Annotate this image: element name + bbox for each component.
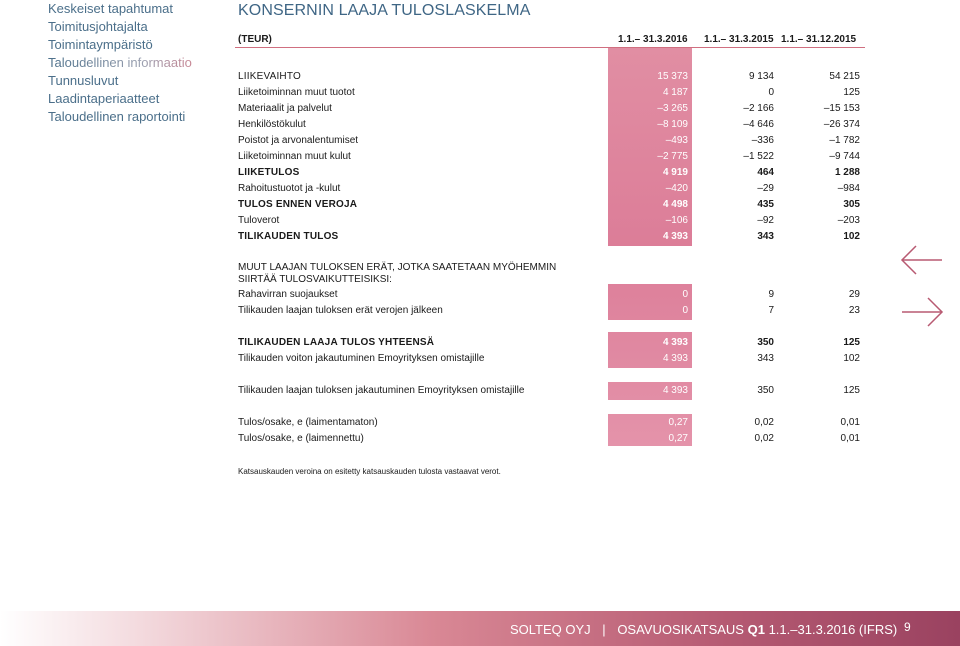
cell-q1-2016: 15 373 — [657, 71, 688, 82]
table-row — [238, 415, 863, 431]
cell-q1-2015: –2 166 — [743, 103, 774, 114]
table-row-total — [238, 335, 863, 351]
cell-fy-2015: –203 — [837, 215, 860, 226]
cell-q1-2016: –420 — [665, 183, 688, 194]
cell-q1-2015: 0 — [768, 87, 774, 98]
table-row — [238, 149, 863, 165]
column-header-q1-2015: 1.1.– 31.3.2015 — [704, 34, 774, 45]
sidebar-item-tunnusluvut[interactable]: Tunnusluvut — [48, 73, 119, 88]
table-row — [238, 69, 863, 85]
cell-fy-2015: –26 374 — [823, 119, 860, 130]
page-number: 9 — [904, 620, 911, 634]
sidebar-item-toimitusjohtajalta[interactable]: Toimitusjohtajalta — [48, 19, 148, 34]
table-row — [238, 213, 863, 229]
footnote: Katsauskauden veroina on esitetty katsauskauden tulosta vastaavat verot. — [238, 467, 501, 476]
cell-q1-2016: –493 — [665, 135, 688, 146]
cell-q1-2016: 4 393 — [662, 231, 688, 242]
footer-quarter: Q1 — [747, 622, 765, 637]
table-header — [235, 30, 865, 48]
table-row-subtotal — [238, 165, 863, 181]
row-label: Rahoitustuotot ja -kulut — [238, 183, 341, 194]
row-label: Tilikauden laajan tuloksen jakautuminen Emoyrityksen omistajille — [238, 385, 525, 396]
cell-q1-2015: –336 — [751, 135, 774, 146]
cell-q1-2015: –4 646 — [743, 119, 774, 130]
cell-q1-2016: 0 — [682, 289, 688, 300]
cell-q1-2015: 350 — [757, 385, 774, 396]
footer-caption — [510, 622, 897, 637]
column-header-fy-2015: 1.1.– 31.12.2015 — [781, 34, 857, 45]
cell-q1-2016: 4 393 — [662, 385, 688, 396]
row-label: Tilikauden laajan tuloksen erät verojen jälkeen — [238, 305, 443, 316]
cell-fy-2015: 102 — [843, 353, 860, 364]
table-row — [238, 85, 863, 101]
sidebar-item-keskeiset-tapahtumat[interactable]: Keskeiset tapahtumat — [48, 1, 174, 16]
footer-company: SOLTEQ OYJ — [510, 622, 591, 637]
table-row — [238, 287, 863, 303]
cell-q1-2015: 464 — [757, 167, 774, 178]
cell-q1-2015: 350 — [757, 337, 774, 348]
row-label: Materiaalit ja palvelut — [238, 103, 332, 114]
cell-q1-2016: 4 187 — [662, 87, 688, 98]
cell-q1-2015: 343 — [757, 353, 774, 364]
page-title: KONSERNIN LAAJA TULOSLASKELMA — [238, 2, 531, 19]
cell-q1-2015: 7 — [768, 305, 774, 316]
cell-q1-2015: –92 — [757, 215, 774, 226]
table-row — [238, 133, 863, 149]
cell-fy-2015: 0,01 — [840, 433, 860, 444]
cell-fy-2015: 23 — [848, 305, 860, 316]
table-row-subtotal — [238, 197, 863, 213]
cell-fy-2015: –9 744 — [829, 151, 860, 162]
row-label: Tuloverot — [238, 215, 280, 226]
row-label: LIIKETULOS — [238, 167, 300, 178]
footer-period: 1.1.–31.3.2016 (IFRS) — [768, 622, 898, 637]
row-label: LIIKEVAIHTO — [238, 71, 301, 82]
table-row — [238, 303, 863, 319]
row-label: TULOS ENNEN VEROJA — [238, 199, 358, 210]
cell-q1-2016: 4 393 — [662, 337, 688, 348]
cell-q1-2016: 0 — [682, 305, 688, 316]
table-row-total — [238, 229, 863, 245]
row-label: TILIKAUDEN LAAJA TULOS YHTEENSÄ — [238, 337, 435, 348]
footer-report: OSAVUOSIKATSAUS — [617, 622, 744, 637]
cell-q1-2015: 343 — [757, 231, 774, 242]
cell-fy-2015: 125 — [843, 87, 860, 98]
arrow-left-icon[interactable] — [900, 244, 944, 276]
sidebar-item-laadintaperiaatteet[interactable]: Laadintaperiaatteet — [48, 91, 160, 106]
table-row — [238, 101, 863, 117]
cell-q1-2016: –106 — [665, 215, 688, 226]
row-label: Tilikauden voiton jakautuminen Emoyrityksen omistajille — [238, 353, 485, 364]
sidebar-item-toimintaymparisto[interactable]: Toimintaympäristö — [48, 37, 153, 52]
row-label: Liiketoiminnan muut kulut — [238, 151, 351, 162]
table-row — [238, 431, 863, 447]
cell-q1-2015: –1 522 — [743, 151, 774, 162]
table-row — [238, 181, 863, 197]
unit-label: (TEUR) — [238, 34, 272, 45]
sidebar-item-taloudellinen-informaatio[interactable]: Taloudellinen informaatio — [48, 54, 218, 72]
cell-q1-2015: 0,02 — [754, 433, 774, 444]
cell-fy-2015: 102 — [843, 231, 860, 242]
cell-fy-2015: 125 — [843, 337, 860, 348]
cell-fy-2015: –1 782 — [829, 135, 860, 146]
table-row — [238, 117, 863, 133]
cell-q1-2016: –8 109 — [657, 119, 688, 130]
cell-q1-2015: 435 — [757, 199, 774, 210]
cell-fy-2015: 125 — [843, 385, 860, 396]
cell-q1-2016: 4 498 — [662, 199, 688, 210]
row-label: Henkilöstökulut — [238, 119, 306, 130]
sidebar-nav — [48, 0, 218, 126]
cell-q1-2015: 9 — [768, 289, 774, 300]
cell-q1-2015: –29 — [757, 183, 774, 194]
cell-q1-2016: –2 775 — [657, 151, 688, 162]
cell-fy-2015: 1 288 — [834, 167, 860, 178]
cell-fy-2015: 54 215 — [829, 71, 860, 82]
row-label: Poistot ja arvonalentumiset — [238, 135, 359, 146]
row-label: Tulos/osake, e (laimennettu) — [238, 433, 364, 444]
row-label: TILIKAUDEN TULOS — [238, 231, 339, 242]
cell-q1-2015: 9 134 — [748, 71, 774, 82]
row-label: Liiketoiminnan muut tuotot — [238, 87, 355, 98]
row-label: Rahavirran suojaukset — [238, 289, 338, 300]
cell-fy-2015: –15 153 — [823, 103, 860, 114]
footer-separator: | — [602, 622, 606, 637]
cell-q1-2016: 0,27 — [668, 417, 688, 428]
cell-q1-2016: 4 919 — [662, 167, 688, 178]
row-label: Tulos/osake, e (laimentamaton) — [238, 417, 378, 428]
cell-q1-2016: 0,27 — [668, 433, 688, 444]
cell-fy-2015: 0,01 — [840, 417, 860, 428]
sidebar-item-taloudellinen-raportointi[interactable]: Taloudellinen raportointi — [48, 109, 186, 124]
table-row — [238, 351, 863, 367]
oci-section-heading: MUUT LAAJAN TULOKSEN ERÄT, JOTKA SAATETAAN MYÖHEMMIN SIIRTÄÄ TULOSVAIKUTTEISIKSI: — [238, 262, 557, 285]
column-header-q1-2016: 1.1.– 31.3.2016 — [618, 34, 688, 45]
table-row — [238, 383, 863, 399]
cell-fy-2015: 305 — [843, 199, 860, 210]
cell-q1-2016: –3 265 — [657, 103, 688, 114]
arrow-right-icon[interactable] — [900, 296, 944, 328]
cell-q1-2015: 0,02 — [754, 417, 774, 428]
cell-q1-2016: 4 393 — [662, 353, 688, 364]
cell-fy-2015: 29 — [848, 289, 860, 300]
cell-fy-2015: –984 — [837, 183, 860, 194]
